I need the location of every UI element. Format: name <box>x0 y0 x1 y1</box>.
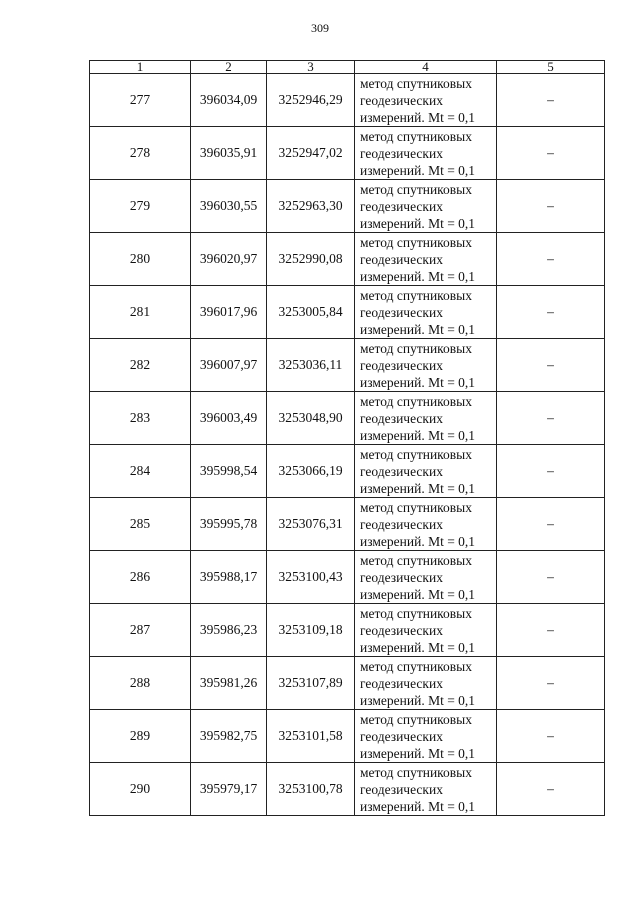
point-number-cell: 282 <box>90 339 191 392</box>
point-number-cell: 279 <box>90 180 191 233</box>
x-coordinate-cell: 395998,54 <box>191 445 267 498</box>
note-cell: – <box>497 127 605 180</box>
note-cell: – <box>497 763 605 816</box>
table-header <box>90 61 605 74</box>
note-cell: – <box>497 657 605 710</box>
x-coordinate-cell: 396034,09 <box>191 74 267 127</box>
method-cell <box>355 392 497 445</box>
method-text-line: геодезических <box>360 463 443 479</box>
x-coordinate-cell: 396017,96 <box>191 286 267 339</box>
x-coordinate-cell: 396030,55 <box>191 180 267 233</box>
point-number-cell: 286 <box>90 551 191 604</box>
method-cell <box>355 710 497 763</box>
note-cell: – <box>497 286 605 339</box>
y-coordinate-cell: 3252963,30 <box>267 180 355 233</box>
x-coordinate-cell: 395995,78 <box>191 498 267 551</box>
note-cell: – <box>497 498 605 551</box>
note-cell: – <box>497 339 605 392</box>
x-coordinate-cell: 396007,97 <box>191 339 267 392</box>
method-cell <box>355 551 497 604</box>
point-number-cell: 289 <box>90 710 191 763</box>
table-row <box>90 498 605 551</box>
y-coordinate-cell: 3253109,18 <box>267 604 355 657</box>
table-row <box>90 180 605 233</box>
method-text-line: метод спутниковых <box>360 711 472 727</box>
point-number-cell: 284 <box>90 445 191 498</box>
method-text-line: измерений. Mt = 0,1 <box>360 798 476 814</box>
table-row <box>90 233 605 286</box>
method-cell <box>355 74 497 127</box>
method-text-line: метод спутниковых <box>360 658 472 674</box>
point-number-cell: 281 <box>90 286 191 339</box>
method-text-line: геодезических <box>360 516 443 532</box>
method-text-line: метод спутниковых <box>360 605 472 621</box>
method-cell <box>355 180 497 233</box>
header-cell-4: 4 <box>355 61 497 74</box>
method-text-line: метод спутниковых <box>360 393 472 409</box>
method-cell <box>355 445 497 498</box>
method-text-line: измерений. Mt = 0,1 <box>360 533 476 549</box>
method-text-line: измерений. Mt = 0,1 <box>360 480 476 496</box>
point-number-cell: 285 <box>90 498 191 551</box>
x-coordinate-cell: 395986,23 <box>191 604 267 657</box>
x-coordinate-cell: 395982,75 <box>191 710 267 763</box>
table-row <box>90 710 605 763</box>
header-cell-3: 3 <box>267 61 355 74</box>
method-text-line: метод спутниковых <box>360 234 472 250</box>
method-text-line: геодезических <box>360 251 443 267</box>
method-text-line: измерений. Mt = 0,1 <box>360 639 476 655</box>
note-cell: – <box>497 604 605 657</box>
method-text-line: метод спутниковых <box>360 764 472 780</box>
method-cell <box>355 127 497 180</box>
method-cell <box>355 286 497 339</box>
x-coordinate-cell: 396003,49 <box>191 392 267 445</box>
method-text-line: геодезических <box>360 92 443 108</box>
table-row <box>90 286 605 339</box>
header-row <box>90 61 605 74</box>
method-text-line: метод спутниковых <box>360 287 472 303</box>
method-cell <box>355 657 497 710</box>
method-text-line: геодезических <box>360 675 443 691</box>
note-cell: – <box>497 392 605 445</box>
method-text-line: метод спутниковых <box>360 499 472 515</box>
table-row <box>90 763 605 816</box>
point-number-cell: 280 <box>90 233 191 286</box>
method-cell <box>355 339 497 392</box>
y-coordinate-cell: 3253101,58 <box>267 710 355 763</box>
note-cell: – <box>497 180 605 233</box>
header-cell-2: 2 <box>191 61 267 74</box>
method-text-line: метод спутниковых <box>360 181 472 197</box>
method-text-line: геодезических <box>360 410 443 426</box>
table-row <box>90 127 605 180</box>
x-coordinate-cell: 396020,97 <box>191 233 267 286</box>
y-coordinate-cell: 3252990,08 <box>267 233 355 286</box>
method-cell <box>355 498 497 551</box>
method-text-line: измерений. Mt = 0,1 <box>360 374 476 390</box>
method-text-line: метод спутниковых <box>360 552 472 568</box>
note-cell: – <box>497 710 605 763</box>
method-text-line: геодезических <box>360 622 443 638</box>
method-text-line: измерений. Mt = 0,1 <box>360 427 476 443</box>
x-coordinate-cell: 395981,26 <box>191 657 267 710</box>
y-coordinate-cell: 3253100,43 <box>267 551 355 604</box>
coordinates-table <box>89 60 605 816</box>
note-cell: – <box>497 74 605 127</box>
table-row <box>90 339 605 392</box>
method-text-line: измерений. Mt = 0,1 <box>360 692 476 708</box>
method-text-line: геодезических <box>360 198 443 214</box>
y-coordinate-cell: 3253076,31 <box>267 498 355 551</box>
method-text-line: геодезических <box>360 357 443 373</box>
method-text-line: метод спутниковых <box>360 75 472 91</box>
point-number-cell: 283 <box>90 392 191 445</box>
method-text-line: метод спутниковых <box>360 446 472 462</box>
table-row <box>90 551 605 604</box>
method-text-line: геодезических <box>360 145 443 161</box>
y-coordinate-cell: 3253048,90 <box>267 392 355 445</box>
method-text-line: измерений. Mt = 0,1 <box>360 162 476 178</box>
point-number-cell: 290 <box>90 763 191 816</box>
point-number-cell: 277 <box>90 74 191 127</box>
note-cell: – <box>497 233 605 286</box>
header-cell-5: 5 <box>497 61 605 74</box>
method-text-line: метод спутниковых <box>360 128 472 144</box>
point-number-cell: 288 <box>90 657 191 710</box>
header-cell-1: 1 <box>90 61 191 74</box>
table-row <box>90 392 605 445</box>
x-coordinate-cell: 395988,17 <box>191 551 267 604</box>
y-coordinate-cell: 3253100,78 <box>267 763 355 816</box>
method-cell <box>355 233 497 286</box>
method-text-line: измерений. Mt = 0,1 <box>360 586 476 602</box>
table-row <box>90 74 605 127</box>
method-text-line: геодезических <box>360 781 443 797</box>
method-text-line: геодезических <box>360 569 443 585</box>
method-text-line: измерений. Mt = 0,1 <box>360 109 476 125</box>
method-text-line: измерений. Mt = 0,1 <box>360 321 476 337</box>
x-coordinate-cell: 395979,17 <box>191 763 267 816</box>
y-coordinate-cell: 3253005,84 <box>267 286 355 339</box>
table-body <box>90 74 605 816</box>
method-text-line: геодезических <box>360 304 443 320</box>
x-coordinate-cell: 396035,91 <box>191 127 267 180</box>
method-text-line: измерений. Mt = 0,1 <box>360 215 476 231</box>
method-text-line: измерений. Mt = 0,1 <box>360 745 476 761</box>
y-coordinate-cell: 3253107,89 <box>267 657 355 710</box>
method-cell <box>355 604 497 657</box>
note-cell: – <box>497 551 605 604</box>
y-coordinate-cell: 3253066,19 <box>267 445 355 498</box>
note-cell: – <box>497 445 605 498</box>
method-text-line: геодезических <box>360 728 443 744</box>
table-row <box>90 657 605 710</box>
page-number: 309 <box>311 21 329 35</box>
point-number-cell: 287 <box>90 604 191 657</box>
y-coordinate-cell: 3252946,29 <box>267 74 355 127</box>
table-row <box>90 604 605 657</box>
method-text-line: метод спутниковых <box>360 340 472 356</box>
method-text-line: измерений. Mt = 0,1 <box>360 268 476 284</box>
method-cell <box>355 763 497 816</box>
table-row <box>90 445 605 498</box>
point-number-cell: 278 <box>90 127 191 180</box>
y-coordinate-cell: 3253036,11 <box>267 339 355 392</box>
y-coordinate-cell: 3252947,02 <box>267 127 355 180</box>
